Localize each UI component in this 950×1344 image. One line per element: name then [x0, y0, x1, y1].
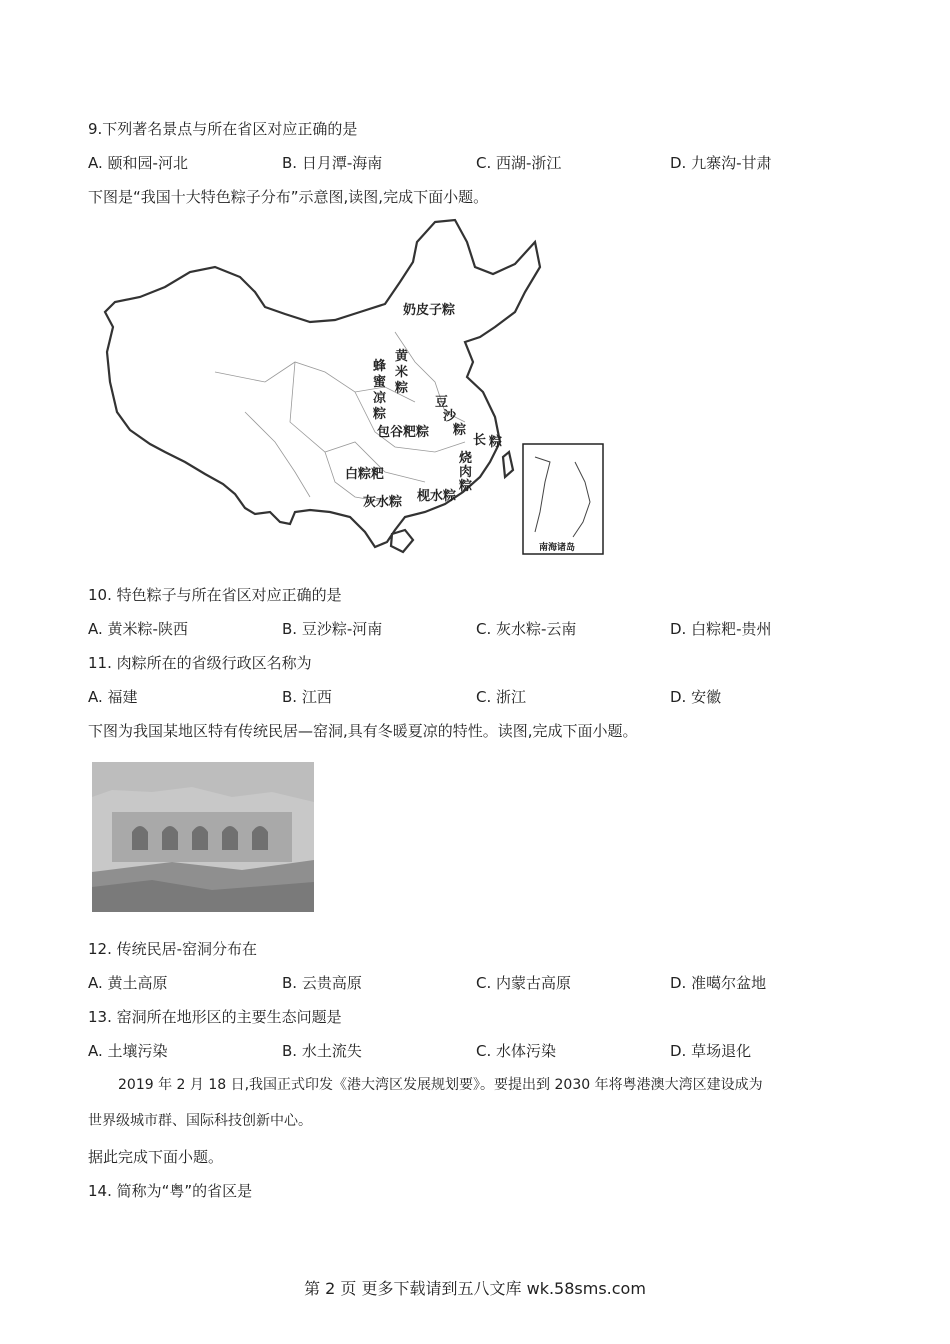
question-10-stem: 10. 特色粽子与所在省区对应正确的是 [88, 586, 342, 604]
q12-option-d: D. 准噶尔盆地 [670, 974, 767, 992]
q13-option-d: D. 草场退化 [670, 1042, 752, 1060]
province-borders [215, 332, 465, 502]
q10-option-a: A. 黄米粽-陕西 [88, 620, 188, 638]
question-11-stem: 11. 肉粽所在的省级行政区名称为 [88, 654, 312, 672]
q13-option-b: B. 水土流失 [282, 1042, 362, 1060]
q11-option-c: C. 浙江 [476, 688, 527, 706]
china-outline [105, 220, 540, 552]
q9-option-b: B. 日月潭-海南 [282, 154, 383, 172]
q13-option-c: C. 水体污染 [476, 1042, 557, 1060]
q13-option-a: A. 土壤污染 [88, 1042, 168, 1060]
inset-label: 南海诸岛 [539, 543, 576, 553]
inset-frame [523, 444, 603, 554]
map-label: 烧 [459, 451, 473, 466]
passage-line-2: 世界级城市群、国际科技创新中心。 [88, 1113, 312, 1129]
map-label: 包谷粑粽 [377, 425, 430, 440]
hainan-outline [391, 530, 413, 552]
q11-option-a: A. 福建 [88, 688, 138, 706]
passage-line-1: 2019 年 2 月 18 日,我国正式印发《港大湾区发展规划要》。要提出到 2030 年将粤港澳大湾区建设成为 [118, 1077, 763, 1093]
inset-islands [535, 457, 590, 537]
taiwan-outline [503, 452, 513, 477]
q10-option-d: D. 白粽粑-贵州 [670, 620, 772, 638]
map-label: 蜂 [373, 359, 387, 374]
question-13-stem: 13. 窑洞所在地形区的主要生态问题是 [88, 1008, 342, 1026]
map-label: 凉 [373, 391, 387, 406]
passage-line-3: 据此完成下面小题。 [88, 1148, 224, 1166]
map-label: 粽 [489, 435, 503, 450]
question-14-stem: 14. 简称为“粤”的省区是 [88, 1182, 253, 1200]
q12-option-a: A. 黄土高原 [88, 974, 168, 992]
question-12-stem: 12. 传统民居-窑洞分布在 [88, 940, 258, 958]
question-9-stem: 9.下列著名景点与所在省区对应正确的是 [88, 120, 358, 138]
zongzi-distribution-map [95, 212, 615, 562]
q10-option-c: C. 灰水粽-云南 [476, 620, 577, 638]
q12-option-c: C. 内蒙古高原 [476, 974, 572, 992]
q10-option-b: B. 豆沙粽-河南 [282, 620, 383, 638]
photo-intro: 下图为我国某地区特有传统民居—窑洞,具有冬暖夏凉的特性。读图,完成下面小题。 [88, 722, 638, 740]
map-label: 肉 [459, 465, 473, 480]
map-label: 粽 [373, 407, 387, 422]
map-label: 白粽粑 [345, 467, 385, 482]
map-label: 灰水粽 [363, 495, 403, 510]
map-label: 粽 [459, 479, 473, 494]
map-label: 粽 [453, 423, 467, 438]
map-intro: 下图是“我国十大特色粽子分布”示意图,读图,完成下面小题。 [88, 188, 489, 206]
cave-dwelling-photo [92, 762, 314, 912]
map-label: 枧水粽 [417, 489, 457, 504]
map-label: 蜜 [373, 375, 387, 390]
q9-option-c: C. 西湖-浙江 [476, 154, 562, 172]
map-label: 粽 [395, 381, 409, 396]
q11-option-d: D. 安徽 [670, 688, 722, 706]
q9-option-d: D. 九寨沟-甘肃 [670, 154, 772, 172]
map-label: 米 [395, 365, 409, 380]
page-footer: 第 2 页 更多下载请到五八文库 wk.58sms.com [304, 1279, 646, 1298]
map-label: 长 [473, 433, 487, 448]
q9-option-a: A. 颐和园-河北 [88, 154, 188, 172]
map-label: 豆 [435, 395, 449, 410]
map-label: 沙 [443, 409, 457, 424]
map-label: 黄 [395, 349, 409, 364]
q12-option-b: B. 云贵高原 [282, 974, 362, 992]
map-label: 奶皮子粽 [403, 303, 456, 318]
q11-option-b: B. 江西 [282, 688, 332, 706]
